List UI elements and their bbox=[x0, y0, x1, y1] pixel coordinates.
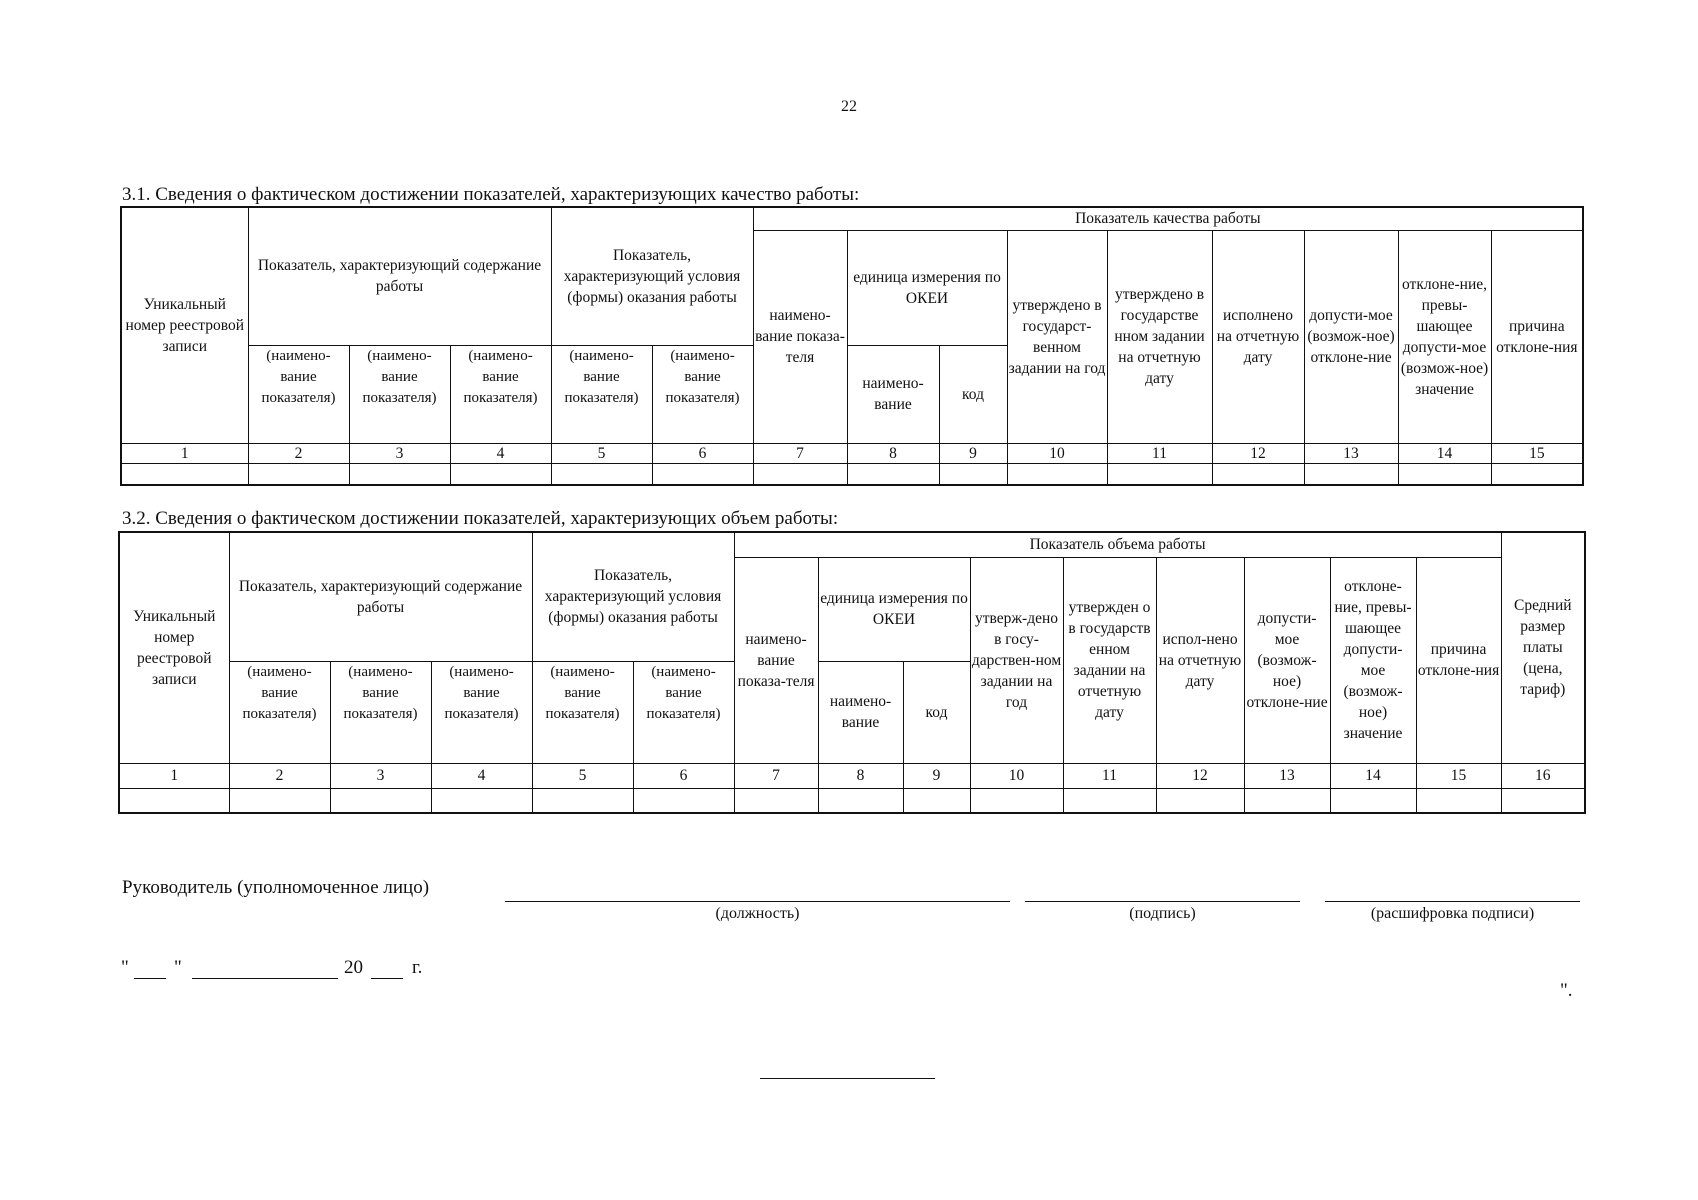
column-number: 15 bbox=[1491, 443, 1583, 463]
empty-cell[interactable] bbox=[532, 788, 633, 813]
column-number: 6 bbox=[652, 443, 753, 463]
empty-cell[interactable] bbox=[431, 788, 532, 813]
col-conditions-indicator: Показатель, характеризующий условия (формы) оказания работы bbox=[551, 207, 753, 345]
col-unit-code: код bbox=[939, 345, 1007, 443]
col-content-indicator: Показатель, характеризующий содержание работы bbox=[248, 207, 551, 345]
empty-cell[interactable] bbox=[753, 463, 847, 485]
col-approved-year: утверждено в государст-венном задании на год bbox=[1007, 230, 1107, 443]
signature-decode-line[interactable] bbox=[1325, 901, 1580, 902]
column-number: 16 bbox=[1501, 763, 1585, 788]
empty-cell[interactable] bbox=[1491, 463, 1583, 485]
column-number: 12 bbox=[1156, 763, 1244, 788]
col-allowed-deviation: допусти-мое (возмож-ное) отклоне-ние bbox=[1304, 230, 1398, 443]
column-number: 11 bbox=[1107, 443, 1212, 463]
col-approved-date: утвержден о в государств енном задании на отчетную дату bbox=[1063, 557, 1156, 763]
column-number: 7 bbox=[734, 763, 818, 788]
column-number: 2 bbox=[248, 443, 349, 463]
signature-label: Руководитель (уполномоченное лицо) bbox=[122, 877, 430, 898]
column-number: 10 bbox=[970, 763, 1063, 788]
position-line[interactable] bbox=[505, 901, 1010, 902]
month-blank[interactable] bbox=[192, 978, 338, 979]
column-number: 9 bbox=[903, 763, 970, 788]
section-3-2-title: 3.2. Сведения о фактическом достижении показателей, характеризующих объем работы: bbox=[122, 508, 839, 529]
empty-cell[interactable] bbox=[330, 788, 431, 813]
col-deviation-reason: причина отклоне-ния bbox=[1416, 557, 1501, 763]
col-unit-okei: единица измерения по ОКЕИ bbox=[818, 557, 970, 661]
closing-quote-mark: ". bbox=[1560, 980, 1573, 1001]
col-unique-number: Уникальный номер реестровой записи bbox=[119, 532, 229, 763]
col-indicator-name: наимено-вание показа-теля bbox=[734, 557, 818, 763]
empty-cell[interactable] bbox=[970, 788, 1063, 813]
col-exceeding-deviation: отклоне-ние, превы-шающее допусти-мое (возмож-ное) значение bbox=[1330, 557, 1416, 763]
empty-cell[interactable] bbox=[1501, 788, 1585, 813]
col-allowed-deviation: допусти-мое (возмож-ное) отклоне-ние bbox=[1244, 557, 1330, 763]
column-number: 5 bbox=[532, 763, 633, 788]
column-number: 1 bbox=[121, 443, 248, 463]
col-executed: испол-нено на отчетную дату bbox=[1156, 557, 1244, 763]
date-close-quote: " bbox=[174, 957, 182, 978]
empty-cell[interactable] bbox=[1330, 788, 1416, 813]
sub-indicator-name: (наимено-вание показателя) bbox=[652, 345, 753, 443]
group-volume-indicator: Показатель объема работы bbox=[734, 532, 1501, 557]
empty-cell[interactable] bbox=[1304, 463, 1398, 485]
col-unit-okei: единица измерения по ОКЕИ bbox=[847, 230, 1007, 345]
sub-indicator-name: (наимено-вание показателя) bbox=[633, 661, 734, 763]
table-row bbox=[121, 463, 1583, 485]
empty-cell[interactable] bbox=[652, 463, 753, 485]
signature-decode-caption: (расшифровка подписи) bbox=[1370, 905, 1535, 922]
empty-cell[interactable] bbox=[1007, 463, 1107, 485]
year-suffix: г. bbox=[412, 957, 423, 978]
empty-cell[interactable] bbox=[1398, 463, 1491, 485]
column-number: 8 bbox=[847, 443, 939, 463]
footer-separator bbox=[760, 1078, 935, 1079]
empty-cell[interactable] bbox=[248, 463, 349, 485]
empty-cell[interactable] bbox=[1156, 788, 1244, 813]
empty-cell[interactable] bbox=[1244, 788, 1330, 813]
column-number: 2 bbox=[229, 763, 330, 788]
year-prefix: 20 bbox=[344, 957, 363, 978]
sub-indicator-name: (наимено-вание показателя) bbox=[349, 345, 450, 443]
column-number: 1 bbox=[119, 763, 229, 788]
empty-cell[interactable] bbox=[1212, 463, 1304, 485]
column-number: 7 bbox=[753, 443, 847, 463]
col-executed: исполнено на отчетную дату bbox=[1212, 230, 1304, 443]
sub-indicator-name: (наимено-вание показателя) bbox=[450, 345, 551, 443]
column-number: 14 bbox=[1330, 763, 1416, 788]
signature-caption: (подпись) bbox=[1129, 905, 1196, 922]
empty-cell[interactable] bbox=[119, 788, 229, 813]
col-unique-number: Уникальный номер реестровой записи bbox=[121, 207, 248, 443]
sub-indicator-name: (наимено-вание показателя) bbox=[330, 661, 431, 763]
empty-cell[interactable] bbox=[229, 788, 330, 813]
col-content-indicator: Показатель, характеризующий содержание работы bbox=[229, 532, 532, 661]
column-number: 5 bbox=[551, 443, 652, 463]
table-row bbox=[119, 788, 1585, 813]
col-exceeding-deviation: отклоне-ние, превы-шающее допусти-мое (возмож-ное) значение bbox=[1398, 230, 1491, 443]
empty-cell[interactable] bbox=[633, 788, 734, 813]
empty-cell[interactable] bbox=[939, 463, 1007, 485]
section-3-1-title: 3.1. Сведения о фактическом достижении показателей, характеризующих качество работы: bbox=[122, 184, 860, 205]
column-number: 12 bbox=[1212, 443, 1304, 463]
day-blank[interactable] bbox=[134, 978, 166, 979]
empty-cell[interactable] bbox=[734, 788, 818, 813]
column-number: 13 bbox=[1244, 763, 1330, 788]
sub-indicator-name: (наимено-вание показателя) bbox=[431, 661, 532, 763]
col-indicator-name: наимено-вание показа-теля bbox=[753, 230, 847, 443]
column-number: 8 bbox=[818, 763, 903, 788]
column-number: 10 bbox=[1007, 443, 1107, 463]
empty-cell[interactable] bbox=[903, 788, 970, 813]
col-unit-name: наимено-вание bbox=[818, 661, 903, 763]
empty-cell[interactable] bbox=[450, 463, 551, 485]
page-number: 22 bbox=[841, 98, 857, 115]
column-number: 4 bbox=[431, 763, 532, 788]
column-number: 11 bbox=[1063, 763, 1156, 788]
year-blank[interactable] bbox=[371, 978, 403, 979]
sub-indicator-name: (наимено-вание показателя) bbox=[532, 661, 633, 763]
quality-indicators-table bbox=[120, 206, 1584, 486]
column-number: 6 bbox=[633, 763, 734, 788]
column-number: 14 bbox=[1398, 443, 1491, 463]
volume-indicators-table bbox=[118, 531, 1586, 814]
col-average-fee: Средний размер платы (цена, тариф) bbox=[1501, 532, 1585, 763]
empty-cell[interactable] bbox=[818, 788, 903, 813]
date-open-quote: " bbox=[121, 957, 129, 978]
empty-cell[interactable] bbox=[121, 463, 248, 485]
empty-cell[interactable] bbox=[1063, 788, 1156, 813]
empty-cell[interactable] bbox=[349, 463, 450, 485]
column-number: 15 bbox=[1416, 763, 1501, 788]
sub-indicator-name: (наимено-вание показателя) bbox=[248, 345, 349, 443]
column-number: 4 bbox=[450, 443, 551, 463]
col-deviation-reason: причина отклоне-ния bbox=[1491, 230, 1583, 443]
empty-cell[interactable] bbox=[551, 463, 652, 485]
col-approved-date: утверждено в государстве нном задании на отчетную дату bbox=[1107, 230, 1212, 443]
column-number: 13 bbox=[1304, 443, 1398, 463]
col-approved-year: утверж-дено в госу-дарствен-ном задании на год bbox=[970, 557, 1063, 763]
empty-cell[interactable] bbox=[1416, 788, 1501, 813]
empty-cell[interactable] bbox=[847, 463, 939, 485]
column-number: 9 bbox=[939, 443, 1007, 463]
sub-indicator-name: (наимено-вание показателя) bbox=[229, 661, 330, 763]
sub-indicator-name: (наимено-вание показателя) bbox=[551, 345, 652, 443]
column-number: 3 bbox=[330, 763, 431, 788]
group-quality-indicator: Показатель качества работы bbox=[753, 207, 1583, 230]
signature-line[interactable] bbox=[1025, 901, 1300, 902]
empty-cell[interactable] bbox=[1107, 463, 1212, 485]
col-conditions-indicator: Показатель, характеризующий условия (формы) оказания работы bbox=[532, 532, 734, 661]
column-number: 3 bbox=[349, 443, 450, 463]
col-unit-code: код bbox=[903, 661, 970, 763]
col-unit-name: наимено-вание bbox=[847, 345, 939, 443]
position-caption: (должность) bbox=[715, 905, 800, 922]
